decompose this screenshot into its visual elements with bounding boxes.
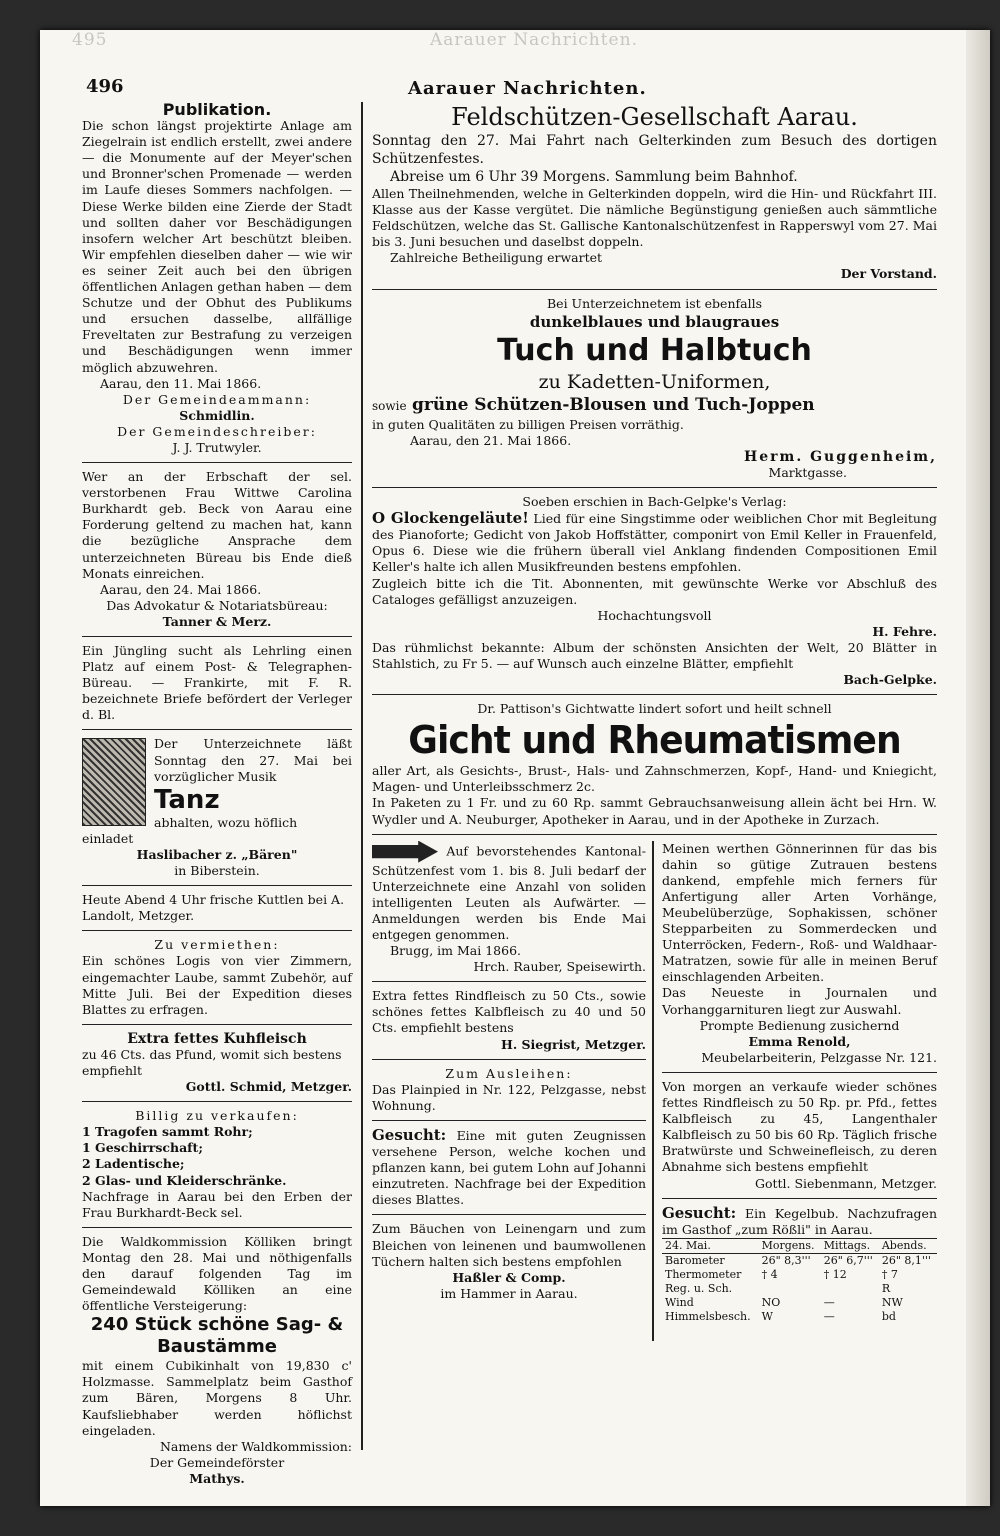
gicht-intro: Dr. Pattison's Gichtwatte lindert sofort und heilt schnell bbox=[477, 701, 832, 717]
siebenmann-ad bbox=[662, 1079, 937, 1192]
erbschaft-date: Aarau, den 24. Mai 1866. bbox=[100, 581, 262, 597]
emma-renold-ad bbox=[662, 841, 937, 1066]
divider bbox=[372, 1059, 646, 1060]
weather-cell: — bbox=[823, 1309, 835, 1323]
weather-cell: — bbox=[823, 1295, 835, 1309]
glock-body2: Zugleich bitte ich die Tit. Abonnenten, mit gewünschte Werke vor Abschluß des Cataloges gefälligst anzuzeigen. bbox=[372, 575, 937, 607]
publikation-title: Publikation. bbox=[162, 100, 272, 119]
wald-sig1: Namens der Waldkommission: bbox=[159, 1438, 352, 1454]
billig-item: 2 Glas- und Kleiderschränke. bbox=[82, 1172, 287, 1188]
weather-table bbox=[662, 1238, 937, 1324]
divider bbox=[372, 487, 937, 488]
vermiethen-title: Zu vermiethen: bbox=[154, 937, 280, 953]
publikation-body: Die schon längst projektirte Anlage am Ziegelrain ist endlich erstellt, zwei andere — die Monumente auf der Meyer'schen und Bronner'schen Promenade — werden im Laufe dieses Sommers nachfolgen. — Diese Werke bilden eine Zierde der Stadt und sollten daher vor Beschädigungen insofern welcher Art beschützt bleiben. Wir empfehlen dieselben daher — wie wir es seiner Zeit auch bei den übrigen öffentlichen Anlagen gethan haben — dem Schutze und der Obhut des Publikums und ersuchen dasselbe, allfällige Freveltaten zur Bestrafung zu verzeigen und Beschädigungen wenn immer möglich abzuwehren. bbox=[82, 118, 352, 375]
weather-cell: R bbox=[881, 1281, 891, 1295]
weather-row bbox=[662, 1268, 937, 1282]
bauchen-body: Zum Bäuchen von Leinengarn und zum Bleichen von leinenen und baumwollenen Tüchern halten sich bestens empfohlen bbox=[372, 1221, 646, 1269]
weather-row bbox=[662, 1282, 937, 1296]
column-divider bbox=[361, 102, 363, 1450]
rind-body: Extra fettes Rindfleisch zu 50 Cts., sowie schönes fettes Kalbfleisch zu 40 und 50 Cts. empfiehlt bestens bbox=[372, 988, 646, 1036]
glock-body: Lied für eine Singstimme oder weiblichen Chor mit Begleitung des Pianoforte; Gedicht von Jakob Hoffstätter, componirt von Emil Keller in Frauenfeld, Opus 6. Diese wie die frühern überall viel Anklang findenden Compositionen Emil Keller's halte ich allen Musikfreunden bestens empfohlen. bbox=[372, 511, 937, 575]
page-gutter bbox=[966, 30, 990, 1506]
rindfleisch-ad bbox=[372, 988, 646, 1052]
glock-title: O Glockengeläute! bbox=[372, 509, 529, 528]
weather-header: Morgens. bbox=[759, 1238, 821, 1253]
divider bbox=[372, 981, 646, 982]
kuhfleisch-ad bbox=[82, 1031, 352, 1095]
glock-signature2: Bach-Gelpke. bbox=[843, 672, 937, 688]
ausleihen-ad bbox=[372, 1066, 646, 1114]
right-column bbox=[372, 102, 937, 1341]
weather-row bbox=[662, 1296, 937, 1310]
erbschaft-office: Das Advokatur & Notariatsbüreau: bbox=[106, 597, 328, 613]
weather-cell bbox=[821, 1282, 879, 1296]
tanz-ad bbox=[82, 736, 352, 879]
publikation-name1: Schmidlin. bbox=[179, 407, 255, 423]
weather-cell: NO bbox=[761, 1295, 781, 1309]
lower-split-section bbox=[372, 841, 937, 1341]
emma-role: Meubelarbeiterin, Pelzgasse Nr. 121. bbox=[701, 1049, 937, 1065]
kuttlen-ad: Heute Abend 4 Uhr frische Kuttlen bei A. Landolt, Metzger. bbox=[82, 892, 345, 924]
weather-cell: Thermometer bbox=[665, 1267, 742, 1281]
gesucht1-body: Eine mit guten Zeugnissen versehene Person, welche kochen und pflanzen kann, bei gutem Lohn auf Johanni einzutreten. Nachfrage bei der Expedition dieses Blattes. bbox=[372, 1127, 646, 1208]
gicht-body: aller Art, als Gesichts-, Brust-, Hals- und Zahnschmerzen, Kopf-, Hand- und Kniegicht, Magen- und Unterleibsschmerz 2c. bbox=[372, 763, 937, 795]
vermiethen-body: Ein schönes Logis von vier Zimmern, eingemachter Laube, sammt Zubehör, auf Mitte Juli. Bei der Expedition dieses Blattes zu erfragen. bbox=[82, 953, 352, 1017]
weather-header: Abends. bbox=[879, 1238, 937, 1253]
weather-cell: † 12 bbox=[823, 1267, 847, 1281]
wald-title1: 240 Stück schöne Sag- & bbox=[90, 1314, 344, 1336]
kantonal-ad bbox=[372, 841, 646, 976]
bleed-through-title: Aarauer Nachrichten. bbox=[430, 30, 638, 50]
glock-album: Das rühmlichst bekannte: Album der schönsten Ansichten der Welt, 20 Blätter in Stahlstich, zu Fr 5. — auf Wunsch auch einzelne Blätter, empfiehlt bbox=[372, 639, 937, 671]
tuch-sowie: sowie bbox=[372, 398, 407, 413]
page-number: 496 bbox=[86, 76, 124, 97]
kantonal-date: Brugg, im Mai 1866. bbox=[390, 943, 521, 959]
gicht-title: Gicht und Rheumatismen bbox=[408, 718, 901, 763]
weather-cell: W bbox=[761, 1309, 773, 1323]
weather-cell: 26" 8,1''' bbox=[881, 1253, 931, 1267]
divider bbox=[82, 1101, 352, 1102]
feld-signature: Der Vorstand. bbox=[840, 266, 937, 282]
weather-cell: † 4 bbox=[761, 1267, 778, 1281]
publikation-date: Aarau, den 11. Mai 1866. bbox=[100, 375, 262, 391]
tuch-line: in guten Qualitäten zu billigen Preisen vorräthig. bbox=[372, 416, 684, 432]
weather-cell: 26" 8,3''' bbox=[761, 1253, 811, 1267]
divider bbox=[372, 1120, 646, 1121]
left-column bbox=[82, 102, 352, 1487]
bauchen-ad bbox=[372, 1221, 646, 1301]
subcolumn-divider bbox=[652, 841, 654, 1341]
gesucht2-body: Ein Kegelbub. Nachzufragen im Gasthof „zum Rößli" in Aarau. bbox=[662, 1205, 937, 1237]
tanz-title: Tanz bbox=[154, 784, 220, 815]
weather-header: 24. Mai. bbox=[662, 1238, 759, 1253]
wald-sig2: Der Gemeindeförster bbox=[149, 1454, 285, 1470]
bleed-through-page-number: 495 bbox=[72, 30, 108, 50]
billig-title: Billig zu verkaufen: bbox=[135, 1108, 299, 1124]
feldschuetzen-ad bbox=[372, 102, 937, 283]
weather-cell: Barometer bbox=[665, 1253, 725, 1267]
divider bbox=[372, 289, 937, 290]
billig-item: 1 Tragofen sammt Rohr; bbox=[82, 1124, 253, 1140]
feld-tail: Zahlreiche Betheiligung erwartet bbox=[390, 250, 603, 266]
glock-close: Hochachtungsvoll bbox=[597, 607, 712, 623]
billig-note: Nachfrage in Aarau bei den Erben der Frau Burkhardt-Beck sel. bbox=[82, 1188, 352, 1220]
weather-cell: † 7 bbox=[881, 1267, 898, 1281]
rind-signature: H. Siegrist, Metzger. bbox=[501, 1036, 646, 1052]
weather-cell: bd bbox=[881, 1309, 896, 1323]
dancers-illustration bbox=[82, 738, 146, 826]
glockengelaeute-ad bbox=[372, 494, 937, 688]
tuch-signature: Herm. Guggenheim, bbox=[744, 448, 937, 465]
weather-cell: Himmelsbesch. bbox=[665, 1309, 751, 1323]
tuch-date: Aarau, den 21. Mai 1866. bbox=[410, 432, 572, 448]
kuhfleisch-signature: Gottl. Schmid, Metzger. bbox=[185, 1079, 352, 1095]
publikation-role2: Der Gemeindeschreiber: bbox=[117, 423, 317, 439]
bauchen-signature: Haßler & Comp. bbox=[452, 1269, 566, 1285]
divider bbox=[662, 1072, 937, 1073]
ausl-body: Das Plainpied in Nr. 122, Pelzgasse, nebst Wohnung. bbox=[372, 1081, 646, 1113]
divider bbox=[82, 930, 352, 931]
erbschaft-body: Wer an der Erbschaft der sel. verstorbenen Frau Wittwe Carolina Burkhardt geb. Beck von Aarau eine Forderung geltend zu machen hat, kann die bezügliche Ansprache dem unterzeichneten Büreau bis Ende dieß Monats einreichen. bbox=[82, 469, 352, 581]
lehrling-ad: Ein Jüngling sucht als Lehrling einen Platz auf einem Post- & Telegraphen-Büreau. — Frankirte, mit F. R. bezeichnete Briefe befördert der Verleger d. Bl. bbox=[82, 643, 352, 723]
weather-header: Mittags. bbox=[821, 1238, 879, 1253]
emma-body: Meinen werthen Gönnerinnen für das bis dahin so gütige Zutrauen bestens dankend, empfehle mich ferners für Anfertigung aller Arten Vorhänge, Meubelüberzüge, Sophakissen, schöner Stepparbeiten zu Sommerdecken und Unterröcken, Federn-, Roß- und Waldhaar-Matratzen, sowie für alle in meinen Beruf einschlagenden Arbeiten. bbox=[662, 840, 937, 985]
tuch-sub3: grüne Schützen-Blousen und Tuch-Joppen bbox=[412, 394, 815, 415]
tanz-place: in Biberstein. bbox=[174, 863, 260, 879]
lower-right-subcolumn bbox=[662, 841, 937, 1324]
publikation-name2: J. J. Trutwyler. bbox=[172, 439, 262, 455]
gicht-body2: In Paketen zu 1 Fr. und zu 60 Rp. sammt Gebrauchsanweisung allein ächt bei Hrn. W. Wydler und A. Neuburger, Apotheker in Aarau, und in der Apotheke in Zurzach. bbox=[372, 795, 937, 827]
publikation-role1: Der Gemeindeammann: bbox=[122, 391, 312, 407]
emma-signature: Emma Renold, bbox=[748, 1033, 851, 1049]
pointing-hand-icon bbox=[372, 841, 438, 863]
waldkommission-ad bbox=[82, 1234, 352, 1487]
weather-cell: 26" 6,7''' bbox=[823, 1253, 873, 1267]
tuch-place: Marktgasse. bbox=[768, 464, 847, 480]
divider bbox=[82, 1227, 352, 1228]
gesucht2-label: Gesucht: bbox=[662, 1203, 737, 1222]
tuch-sub1: dunkelblaues und blaugraues bbox=[529, 312, 780, 331]
kuhfleisch-body: zu 46 Cts. das Pfund, womit sich bestens empfiehlt bbox=[82, 1046, 342, 1078]
emma-body2: Das Neueste in Journalen und Vorhanggarnituren liegt zur Auswahl. bbox=[662, 985, 937, 1017]
divider bbox=[372, 694, 937, 695]
weather-cell: NW bbox=[881, 1295, 903, 1309]
publikation-notice bbox=[82, 102, 352, 456]
gichtwatte-ad bbox=[372, 701, 937, 827]
divider bbox=[82, 1024, 352, 1025]
weather-cell: Wind bbox=[665, 1295, 694, 1309]
billig-ad bbox=[82, 1108, 352, 1221]
weather-row bbox=[662, 1253, 937, 1268]
divider bbox=[82, 729, 352, 730]
glock-signature: H. Fehre. bbox=[872, 623, 937, 639]
weather-cell: Reg. u. Sch. bbox=[665, 1281, 733, 1295]
tuch-sub2: zu Kadetten-Uniformen, bbox=[538, 370, 771, 393]
divider bbox=[372, 834, 937, 835]
tuch-title: Tuch und Halbtuch bbox=[497, 332, 812, 368]
weather-cell bbox=[759, 1282, 821, 1296]
feld-title: Feldschützen-Gesellschaft Aarau. bbox=[451, 103, 858, 131]
emma-body3: Prompte Bedienung zusichernd bbox=[699, 1017, 900, 1033]
gesucht-person-ad bbox=[372, 1127, 646, 1208]
newspaper-page bbox=[40, 30, 990, 1506]
tuch-intro: Bei Unterzeichnetem ist ebenfalls bbox=[546, 295, 762, 311]
weather-row bbox=[662, 1310, 937, 1324]
feld-line2: Abreise um 6 Uhr 39 Morgens. Sammlung beim Bahnhof. bbox=[390, 169, 798, 185]
wald-signature: Mathys. bbox=[189, 1470, 245, 1486]
erbschaft-notice bbox=[82, 469, 352, 630]
tanz-tail: abhalten, wozu höflich einladet bbox=[82, 814, 298, 846]
kantonal-body: Auf bevorstehendes Kantonal-Schützenfest vom 1. bis 8. Juli bedarf der Unterzeichnete eine Anzahl von soliden intelligenten Leuten als Aufwärter. — Anmeldungen werden bis Ende Mai entgegen genommen. bbox=[372, 843, 646, 942]
tanz-body: Der Unterzeichnete läßt Sonntag den 27. Mai bei vorzüglicher Musik bbox=[154, 736, 352, 784]
lower-left-subcolumn bbox=[372, 841, 646, 1302]
kuhfleisch-title: Extra fettes Kuhfleisch bbox=[127, 1030, 307, 1047]
kegelbub-ad bbox=[662, 1205, 937, 1238]
glock-intro: Soeben erschien in Bach-Gelpke's Verlag: bbox=[522, 494, 787, 510]
tuch-ad bbox=[372, 296, 937, 481]
masthead-title: Aarauer Nachrichten. bbox=[408, 78, 647, 99]
kantonal-signature: Hrch. Rauber, Speisewirth. bbox=[473, 959, 646, 975]
tanz-host: Haslibacher z. „Bären" bbox=[136, 846, 298, 862]
erbschaft-signature: Tanner & Merz. bbox=[162, 613, 272, 629]
divider bbox=[372, 1214, 646, 1215]
vermiethen-ad bbox=[82, 937, 352, 1017]
sieben-signature: Gottl. Siebenmann, Metzger. bbox=[754, 1175, 937, 1191]
gesucht1-label: Gesucht: bbox=[372, 1125, 447, 1144]
divider bbox=[82, 636, 352, 637]
billig-item: 1 Geschirrschaft; bbox=[82, 1140, 203, 1156]
sieben-body: Von morgen an verkaufe wieder schönes fettes Rindfleisch zu 50 Rp. pr. Pfd., fettes Kalbfleisch zu 45, Langenthaler Kalbfleisch zu 50 bis 60 Rp. Täglich frische Bratwürste und Schweinefleisch, zu deren Abnahme sich bestens empfiehlt bbox=[662, 1078, 937, 1175]
wald-title2: Baustämme bbox=[157, 1336, 277, 1358]
divider bbox=[662, 1198, 937, 1199]
ausl-title: Zum Ausleihen: bbox=[445, 1065, 573, 1081]
feld-body: Allen Theilnehmenden, welche in Gelterkinden doppeln, wird die Hin- und Rückfahrt III. Klasse aus der Kasse vergütet. Die nämliche Begünstigung genießen auch sämmtliche Feldschützen, welche das St. Gallische Kantonalschützenfest in Rapperswyl vom 27. Mai bis 3. Juni besuchen und daselbst doppeln. bbox=[372, 186, 937, 250]
divider bbox=[82, 462, 352, 463]
wald-body2: mit einem Cubikinhalt von 19,830 c' Holzmasse. Sammelplatz beim Gasthof zum Bären, Morgens 8 Uhr. Kaufsliebhaber werden höflichst eingeladen. bbox=[82, 1358, 352, 1438]
wald-body: Die Waldkommission Kölliken bringt Montag den 28. Mai und nöthigenfalls den darauf folgenden Tag im Gemeindewald Kölliken an eine öffentliche Versteigerung: bbox=[82, 1233, 352, 1314]
feld-line1: Sonntag den 27. Mai Fahrt nach Gelterkinden zum Besuch des dortigen Schützenfestes. bbox=[372, 133, 937, 167]
divider bbox=[82, 885, 352, 886]
billig-item: 2 Ladentische; bbox=[82, 1156, 185, 1172]
bauchen-place: im Hammer in Aarau. bbox=[440, 1285, 578, 1301]
